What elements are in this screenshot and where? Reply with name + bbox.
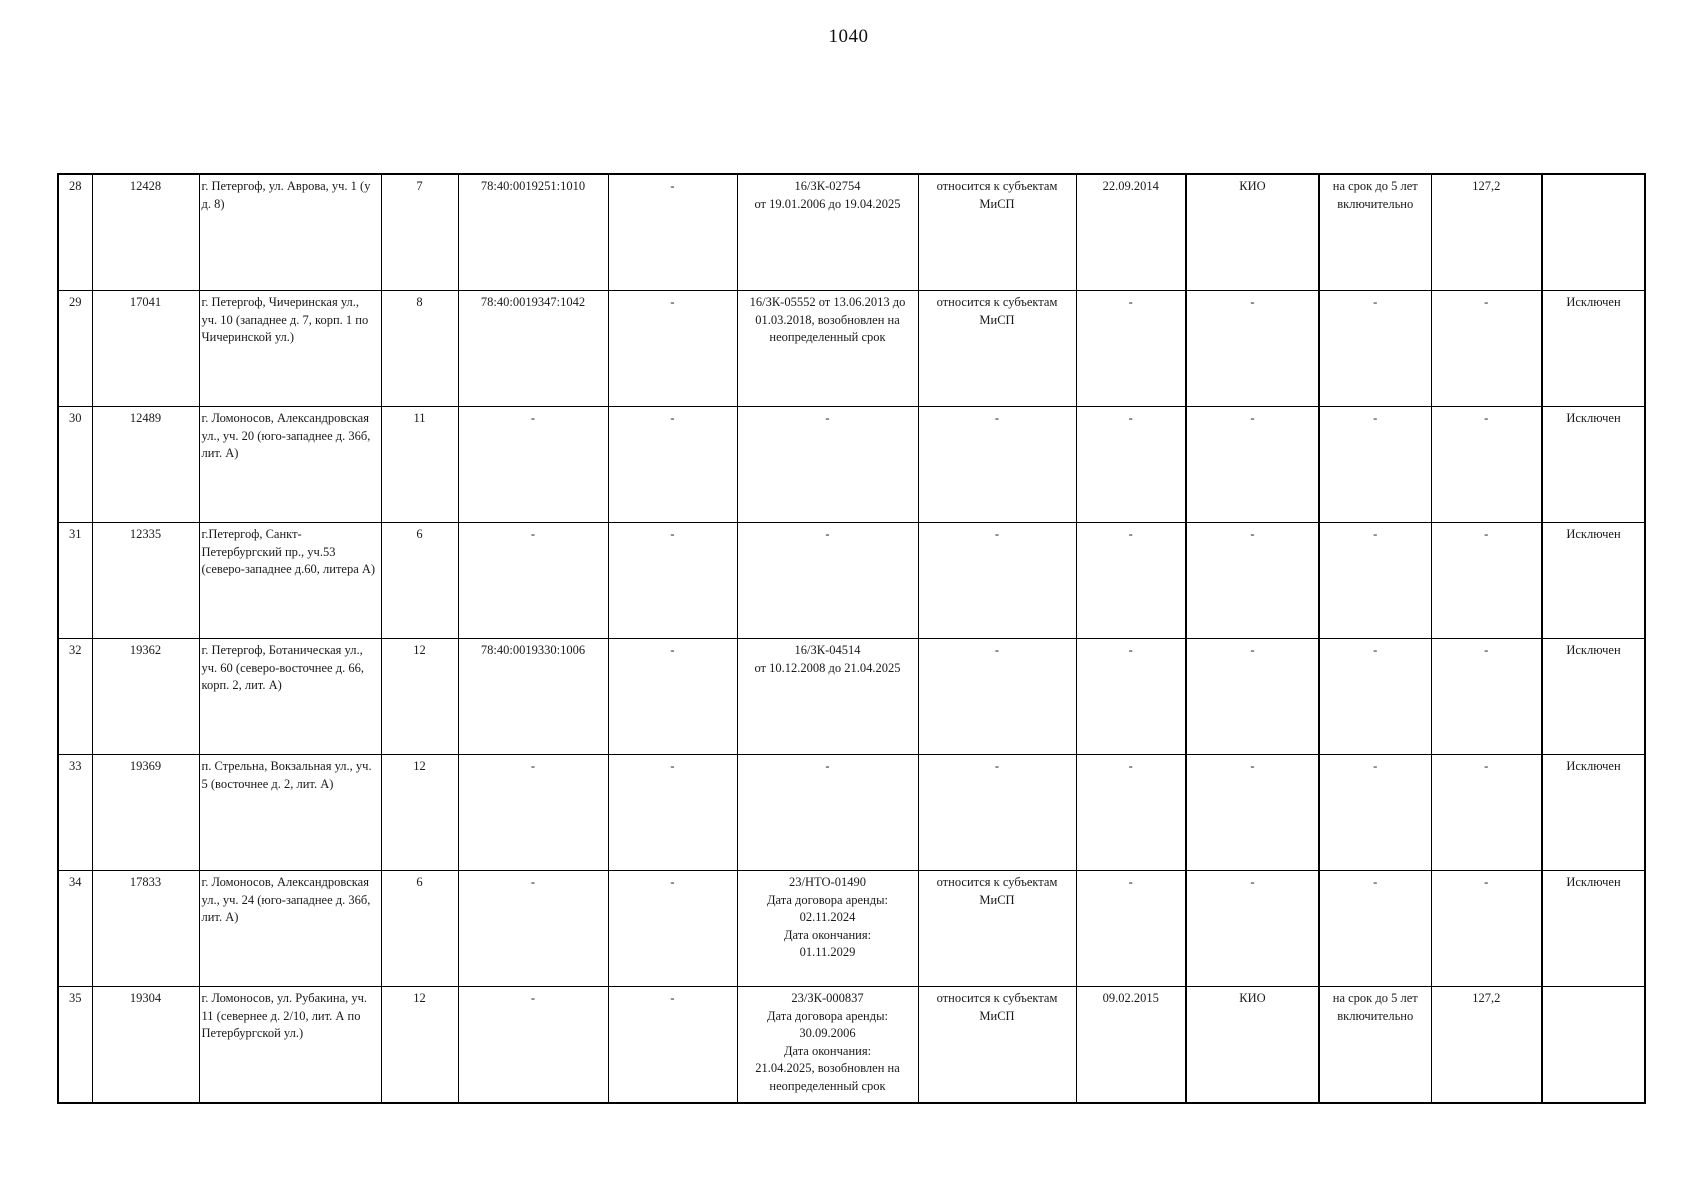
date-cell: - xyxy=(1076,291,1186,407)
lease-contract-cell: 16/ЗК-05552 от 13.06.2013 до 01.03.2018, возобновлен на неопределенный срок xyxy=(737,291,918,407)
organization-cell: КИО xyxy=(1186,987,1319,1104)
value-cell: - xyxy=(1431,407,1542,523)
column-4-cell: 12 xyxy=(381,639,458,755)
address-cell: г. Ломоносов, Александровская ул., уч. 24 (юго-западнее д. 36б, лит. А) xyxy=(199,871,381,987)
value-cell: 127,2 xyxy=(1431,174,1542,291)
lease-contract-cell: - xyxy=(737,407,918,523)
object-code-cell: 17833 xyxy=(92,871,199,987)
date-cell: 22.09.2014 xyxy=(1076,174,1186,291)
lease-contract-cell: - xyxy=(737,755,918,871)
smsp-category-cell: относится к субъектам МиСП xyxy=(918,871,1076,987)
column-6-cell: - xyxy=(608,291,737,407)
object-code-cell: 17041 xyxy=(92,291,199,407)
column-6-cell: - xyxy=(608,523,737,639)
cadastral-number-cell: - xyxy=(458,871,608,987)
organization-cell: - xyxy=(1186,755,1319,871)
cadastral-number-cell: - xyxy=(458,523,608,639)
lease-contract-cell: 23/ЗК-000837 Дата договора аренды: 30.09.2006 Дата окончания: 21.04.2025, возобновлен на неопределенный срок xyxy=(737,987,918,1104)
status-cell xyxy=(1542,987,1645,1104)
row-number-cell: 32 xyxy=(58,639,92,755)
organization-cell: - xyxy=(1186,523,1319,639)
object-code-cell: 12335 xyxy=(92,523,199,639)
status-cell: Исключен xyxy=(1542,871,1645,987)
column-6-cell: - xyxy=(608,871,737,987)
term-cell: - xyxy=(1319,755,1431,871)
organization-cell: - xyxy=(1186,871,1319,987)
address-cell: г. Петергоф, Чичеринская ул., уч. 10 (западнее д. 7, корп. 1 по Чичеринской ул.) xyxy=(199,291,381,407)
column-6-cell: - xyxy=(608,174,737,291)
term-cell: на срок до 5 лет включительно xyxy=(1319,174,1431,291)
value-cell: 127,2 xyxy=(1431,987,1542,1104)
status-cell: Исключен xyxy=(1542,407,1645,523)
column-4-cell: 11 xyxy=(381,407,458,523)
date-cell: - xyxy=(1076,755,1186,871)
value-cell: - xyxy=(1431,639,1542,755)
cadastral-number-cell: - xyxy=(458,987,608,1104)
row-number-cell: 33 xyxy=(58,755,92,871)
table-row xyxy=(58,523,1645,639)
lease-contract-cell: 23/НТО-01490 Дата договора аренды: 02.11.2024 Дата окончания: 01.11.2029 xyxy=(737,871,918,987)
table-row xyxy=(58,174,1645,291)
column-4-cell: 12 xyxy=(381,987,458,1104)
table-row xyxy=(58,987,1645,1104)
address-cell: г. Ломоносов, Александровская ул., уч. 20 (юго-западнее д. 36б, лит. А) xyxy=(199,407,381,523)
value-cell: - xyxy=(1431,755,1542,871)
row-number-cell: 34 xyxy=(58,871,92,987)
term-cell: - xyxy=(1319,639,1431,755)
object-code-cell: 12489 xyxy=(92,407,199,523)
status-cell xyxy=(1542,174,1645,291)
cadastral-number-cell: 78:40:0019251:1010 xyxy=(458,174,608,291)
value-cell: - xyxy=(1431,291,1542,407)
status-cell: Исключен xyxy=(1542,755,1645,871)
smsp-category-cell: - xyxy=(918,407,1076,523)
term-cell: на срок до 5 лет включительно xyxy=(1319,987,1431,1104)
address-cell: г. Ломоносов, ул. Рубакина, уч. 11 (севернее д. 2/10, лит. А по Петербургской ул.) xyxy=(199,987,381,1104)
column-4-cell: 6 xyxy=(381,523,458,639)
lease-contract-cell: 16/ЗК-04514 от 10.12.2008 до 21.04.2025 xyxy=(737,639,918,755)
table-row xyxy=(58,871,1645,987)
date-cell: - xyxy=(1076,871,1186,987)
object-code-cell: 19304 xyxy=(92,987,199,1104)
organization-cell: КИО xyxy=(1186,174,1319,291)
object-code-cell: 19369 xyxy=(92,755,199,871)
row-number-cell: 29 xyxy=(58,291,92,407)
table-row xyxy=(58,755,1645,871)
page-number: 1040 xyxy=(828,26,869,47)
status-cell: Исключен xyxy=(1542,639,1645,755)
lease-contract-cell: 16/ЗК-02754 от 19.01.2006 до 19.04.2025 xyxy=(737,174,918,291)
status-cell: Исключен xyxy=(1542,523,1645,639)
value-cell: - xyxy=(1431,871,1542,987)
address-cell: п. Стрельна, Вокзальная ул., уч. 5 (восточнее д. 2, лит. А) xyxy=(199,755,381,871)
cadastral-number-cell: 78:40:0019330:1006 xyxy=(458,639,608,755)
registry-table xyxy=(57,173,1646,1104)
object-code-cell: 12428 xyxy=(92,174,199,291)
smsp-category-cell: - xyxy=(918,755,1076,871)
term-cell: - xyxy=(1319,407,1431,523)
table-row xyxy=(58,639,1645,755)
organization-cell: - xyxy=(1186,291,1319,407)
smsp-category-cell: - xyxy=(918,523,1076,639)
row-number-cell: 31 xyxy=(58,523,92,639)
date-cell: - xyxy=(1076,639,1186,755)
column-4-cell: 8 xyxy=(381,291,458,407)
address-cell: г.Петергоф, Санкт-Петербургский пр., уч.53 (северо-западнее д.60, литера А) xyxy=(199,523,381,639)
cadastral-number-cell: - xyxy=(458,755,608,871)
table-row xyxy=(58,407,1645,523)
cadastral-number-cell: - xyxy=(458,407,608,523)
date-cell: - xyxy=(1076,523,1186,639)
status-cell: Исключен xyxy=(1542,291,1645,407)
cadastral-number-cell: 78:40:0019347:1042 xyxy=(458,291,608,407)
smsp-category-cell: - xyxy=(918,639,1076,755)
date-cell: - xyxy=(1076,407,1186,523)
smsp-category-cell: относится к субъектам МиСП xyxy=(918,174,1076,291)
term-cell: - xyxy=(1319,523,1431,639)
smsp-category-cell: относится к субъектам МиСП xyxy=(918,987,1076,1104)
row-number-cell: 28 xyxy=(58,174,92,291)
column-6-cell: - xyxy=(608,987,737,1104)
date-cell: 09.02.2015 xyxy=(1076,987,1186,1104)
column-6-cell: - xyxy=(608,639,737,755)
organization-cell: - xyxy=(1186,639,1319,755)
row-number-cell: 30 xyxy=(58,407,92,523)
organization-cell: - xyxy=(1186,407,1319,523)
address-cell: г. Петергоф, Ботаническая ул., уч. 60 (северо-восточнее д. 66, корп. 2, лит. А) xyxy=(199,639,381,755)
row-number-cell: 35 xyxy=(58,987,92,1104)
smsp-category-cell: относится к субъектам МиСП xyxy=(918,291,1076,407)
column-6-cell: - xyxy=(608,407,737,523)
table-row xyxy=(58,291,1645,407)
lease-contract-cell: - xyxy=(737,523,918,639)
term-cell: - xyxy=(1319,871,1431,987)
term-cell: - xyxy=(1319,291,1431,407)
value-cell: - xyxy=(1431,523,1542,639)
column-4-cell: 12 xyxy=(381,755,458,871)
column-4-cell: 6 xyxy=(381,871,458,987)
object-code-cell: 19362 xyxy=(92,639,199,755)
address-cell: г. Петергоф, ул. Аврова, уч. 1 (у д. 8) xyxy=(199,174,381,291)
column-4-cell: 7 xyxy=(381,174,458,291)
column-6-cell: - xyxy=(608,755,737,871)
